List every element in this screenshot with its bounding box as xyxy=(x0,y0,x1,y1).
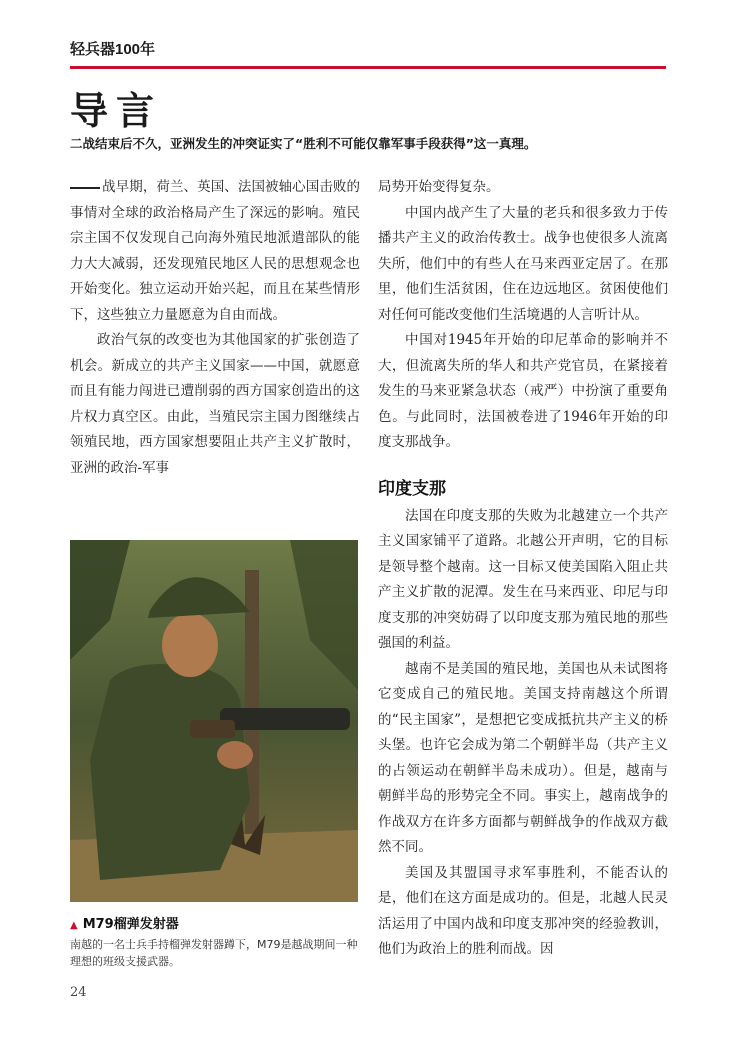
right-column xyxy=(378,175,668,963)
soldier-photo xyxy=(70,540,358,902)
lead-paragraph xyxy=(70,175,360,328)
lead-text: 战早期，荷兰、英国、法国被轴心国击败的事情对全球的政治格局产生了深远的影响。殖民宗主国不仅发现自己向海外殖民地派遣部队的能力大大减弱，还发现殖民地区人民的思想观念也开始变化。独立运动开始兴起，而且在某些情形下，这些独立力量愿意为自由而战。 xyxy=(70,179,360,323)
figure-caption-body: 南越的一名士兵手持榴弹发射器蹲下，M79是越战期间一种理想的班级支援武器。 xyxy=(70,938,358,968)
body-paragraph: 局势开始变得复杂。 xyxy=(378,179,500,195)
body-paragraph: 越南不是美国的殖民地，美国也从未试图将它变成自己的殖民地。美国支持南越这个所谓的“民主国家”，是想把它变成抵抗共产主义的桥头堡。也许它会成为第二个朝鲜半岛（共产主义的占领运动在朝鲜半岛未成功）。但是，越南与朝鲜半岛的形势完全不同。事实上，越南战争的作战双方在许多方面都与朝鲜战争的作战双方截然不同。 xyxy=(378,660,668,855)
body-paragraph: 美国及其盟国寻求军事胜利，不能否认的是，他们在这方面是成功的。但是，北越人民灵活运用了中国内战和印度支那冲突的经验教训，他们为政治上的胜利而战。因 xyxy=(378,864,668,957)
caption-title-text: M79榴弹发射器 xyxy=(82,917,179,932)
chapter-intro: 二战结束后不久，亚洲发生的冲突证实了“胜利不可能仅靠军事手段获得”这一真理。 xyxy=(70,136,537,151)
body-paragraph: 中国内战产生了大量的老兵和很多致力于传播共产主义的政治传教士。战争也使很多人流离失所，他们中的有些人在马来西亚定居了。在那里，他们生活贫困，住在边远地区。贫困使他们对任何可能改变他们生活境遇的人言听计从。 xyxy=(378,204,668,323)
chapter-title: 导言 xyxy=(70,89,163,133)
triangle-marker-icon: ▲ xyxy=(70,920,78,931)
section-heading: 印度支那 xyxy=(378,478,446,499)
soldier-photo-illustration xyxy=(70,540,358,902)
figure-caption-title xyxy=(70,913,179,932)
body-paragraph: 中国对1945年开始的印尼革命的影响并不大，但流离失所的华人和共产党官员，在紧接着发生的马来亚紧急状态（戒严）中扮演了重要角色。与此同时，法国被卷进了1946年开始的印度支那战争。 xyxy=(378,332,668,450)
header-rule xyxy=(70,66,666,69)
left-column xyxy=(70,175,360,481)
page-number: 24 xyxy=(70,985,87,1000)
running-title: 轻兵器100年 xyxy=(70,41,156,58)
lead-dash xyxy=(70,187,100,189)
body-paragraph: 政治气氛的改变也为其他国家的扩张创造了机会。新成立的共产主义国家——中国，就愿意而且有能力闯进已遭削弱的西方国家创造出的这片权力真空区。由此，当殖民宗主国力图继续占领殖民地，西方国家想要阻止共产主义扩散时，亚洲的政治-军事 xyxy=(70,332,360,476)
body-paragraph: 法国在印度支那的失败为北越建立一个共产主义国家铺平了道路。北越公开声明，它的目标是领导整个越南。这一目标又使美国陷入阻止共产主义扩散的泥潭。发生在马来西亚、印尼与印度支那的冲突妨碍了以印度支那为殖民地的那些强国的利益。 xyxy=(378,507,668,651)
